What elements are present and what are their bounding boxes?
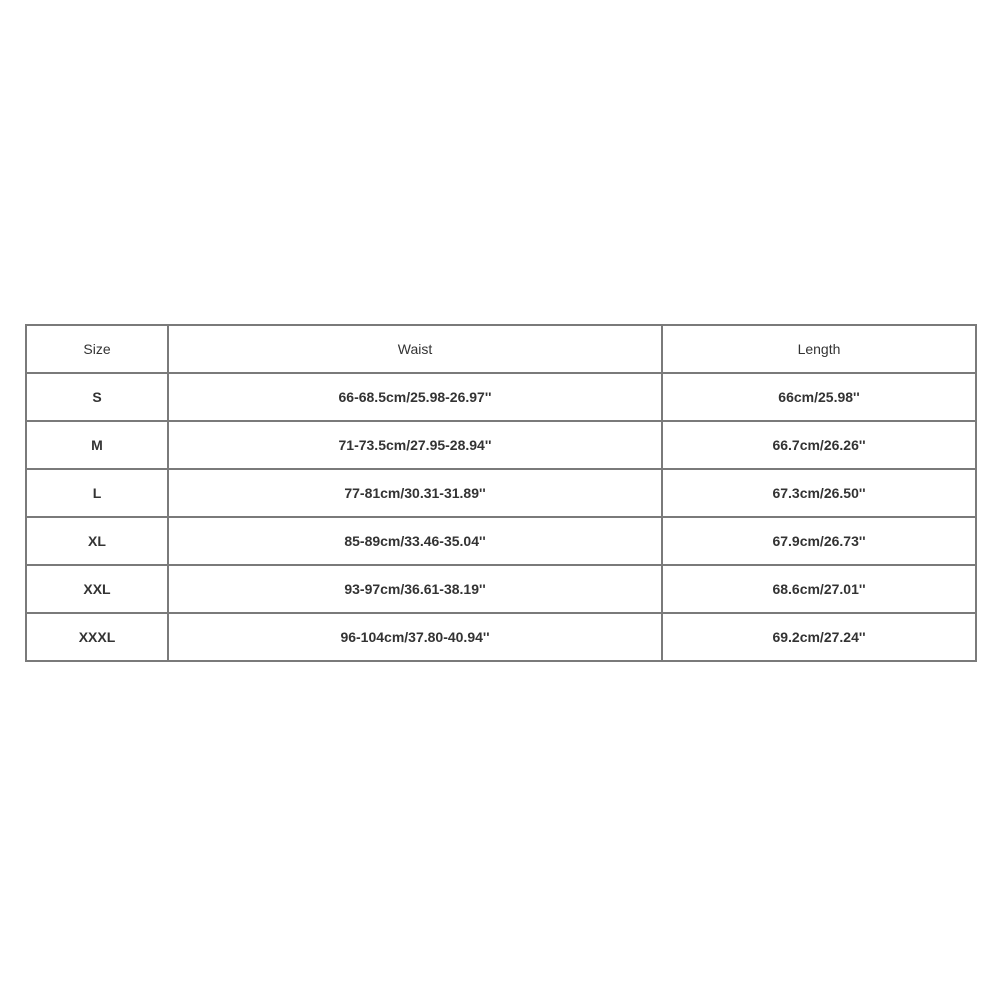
cell-length: 66.7cm/26.26'' xyxy=(662,421,976,469)
cell-size: XXXL xyxy=(26,613,168,661)
table-row xyxy=(26,565,976,613)
cell-waist: 77-81cm/30.31-31.89'' xyxy=(168,469,662,517)
table-body xyxy=(26,373,976,661)
cell-waist: 96-104cm/37.80-40.94'' xyxy=(168,613,662,661)
table-row xyxy=(26,469,976,517)
cell-length: 67.3cm/26.50'' xyxy=(662,469,976,517)
cell-length: 66cm/25.98'' xyxy=(662,373,976,421)
cell-waist: 93-97cm/36.61-38.19'' xyxy=(168,565,662,613)
header-row xyxy=(26,325,976,373)
header-length: Length xyxy=(662,325,976,373)
cell-waist: 85-89cm/33.46-35.04'' xyxy=(168,517,662,565)
size-chart-table xyxy=(25,324,977,662)
cell-waist: 66-68.5cm/25.98-26.97'' xyxy=(168,373,662,421)
table-row xyxy=(26,517,976,565)
table-row xyxy=(26,613,976,661)
cell-waist: 71-73.5cm/27.95-28.94'' xyxy=(168,421,662,469)
cell-size: S xyxy=(26,373,168,421)
header-waist: Waist xyxy=(168,325,662,373)
table-header xyxy=(26,325,976,373)
table-row xyxy=(26,421,976,469)
cell-size: XL xyxy=(26,517,168,565)
cell-length: 67.9cm/26.73'' xyxy=(662,517,976,565)
cell-size: M xyxy=(26,421,168,469)
header-size: Size xyxy=(26,325,168,373)
cell-size: XXL xyxy=(26,565,168,613)
cell-size: L xyxy=(26,469,168,517)
cell-length: 68.6cm/27.01'' xyxy=(662,565,976,613)
cell-length: 69.2cm/27.24'' xyxy=(662,613,976,661)
table-row xyxy=(26,373,976,421)
